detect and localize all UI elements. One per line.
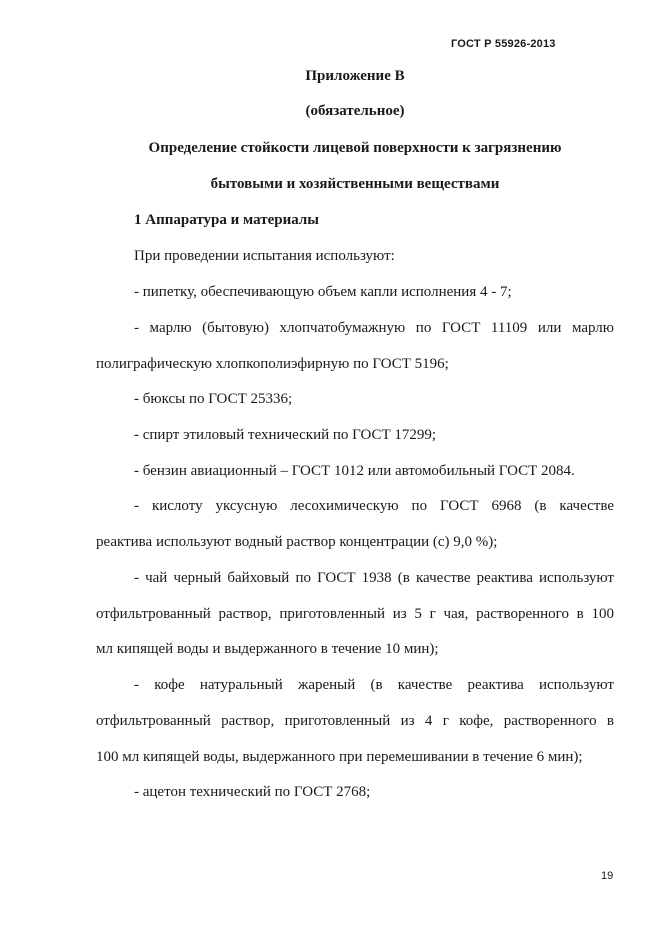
standard-code: ГОСТ Р 55926-2013 bbox=[451, 38, 556, 50]
list-item-acetic-acid-line-2: реактива используют водный раствор концентрации (с) 9,0 %); bbox=[96, 534, 498, 550]
list-item-gauze-line-2: полиграфическую хлопкополиэфирную по ГОСТ 5196; bbox=[96, 356, 449, 372]
appendix-subject-line-2: бытовыми и хозяйственными веществами bbox=[210, 176, 500, 192]
list-item-pipette: - пипетку, обеспечивающую объем капли исполнения 4 - 7; bbox=[134, 284, 512, 300]
list-item-coffee-line-1: - кофе натуральный жареный (в качестве реактива используют bbox=[134, 677, 614, 693]
list-item-tea-line-2: отфильтрованный раствор, приготовленный из 5 г чая, растворенного в 100 bbox=[96, 606, 614, 622]
appendix-status: (обязательное) bbox=[305, 103, 405, 119]
list-item-acetone: - ацетон технический по ГОСТ 2768; bbox=[134, 784, 371, 800]
list-item-gauze-line-1: - марлю (бытовую) хлопчатобумажную по ГОСТ 11109 или марлю bbox=[134, 320, 614, 336]
appendix-title: Приложение В bbox=[305, 68, 405, 84]
appendix-subject-line-1: Определение стойкости лицевой поверхности к загрязнению bbox=[148, 140, 562, 156]
list-item-coffee-line-3: 100 мл кипящей воды, выдержанного при перемешивании в течение 6 мин); bbox=[96, 749, 583, 765]
list-item-coffee-line-2: отфильтрованный раствор, приготовленный из 4 г кофе, растворенного в bbox=[96, 713, 614, 729]
section-intro: При проведении испытания используют: bbox=[134, 248, 395, 264]
list-item-gasoline: - бензин авиационный – ГОСТ 1012 или автомобильный ГОСТ 2084. bbox=[134, 463, 575, 479]
list-item-weighing-bottles: - бюксы по ГОСТ 25336; bbox=[134, 391, 293, 407]
section-heading: 1 Аппаратура и материалы bbox=[134, 212, 319, 228]
list-item-tea-line-1: - чай черный байховый по ГОСТ 1938 (в качестве реактива используют bbox=[134, 570, 614, 586]
list-item-ethyl-alcohol: - спирт этиловый технический по ГОСТ 17299; bbox=[134, 427, 437, 443]
list-item-acetic-acid-line-1: - кислоту уксусную лесохимическую по ГОСТ 6968 (в качестве bbox=[134, 498, 614, 514]
list-item-tea-line-3: мл кипящей воды и выдержанного в течение 10 мин); bbox=[96, 641, 439, 657]
page-number: 19 bbox=[601, 870, 614, 882]
